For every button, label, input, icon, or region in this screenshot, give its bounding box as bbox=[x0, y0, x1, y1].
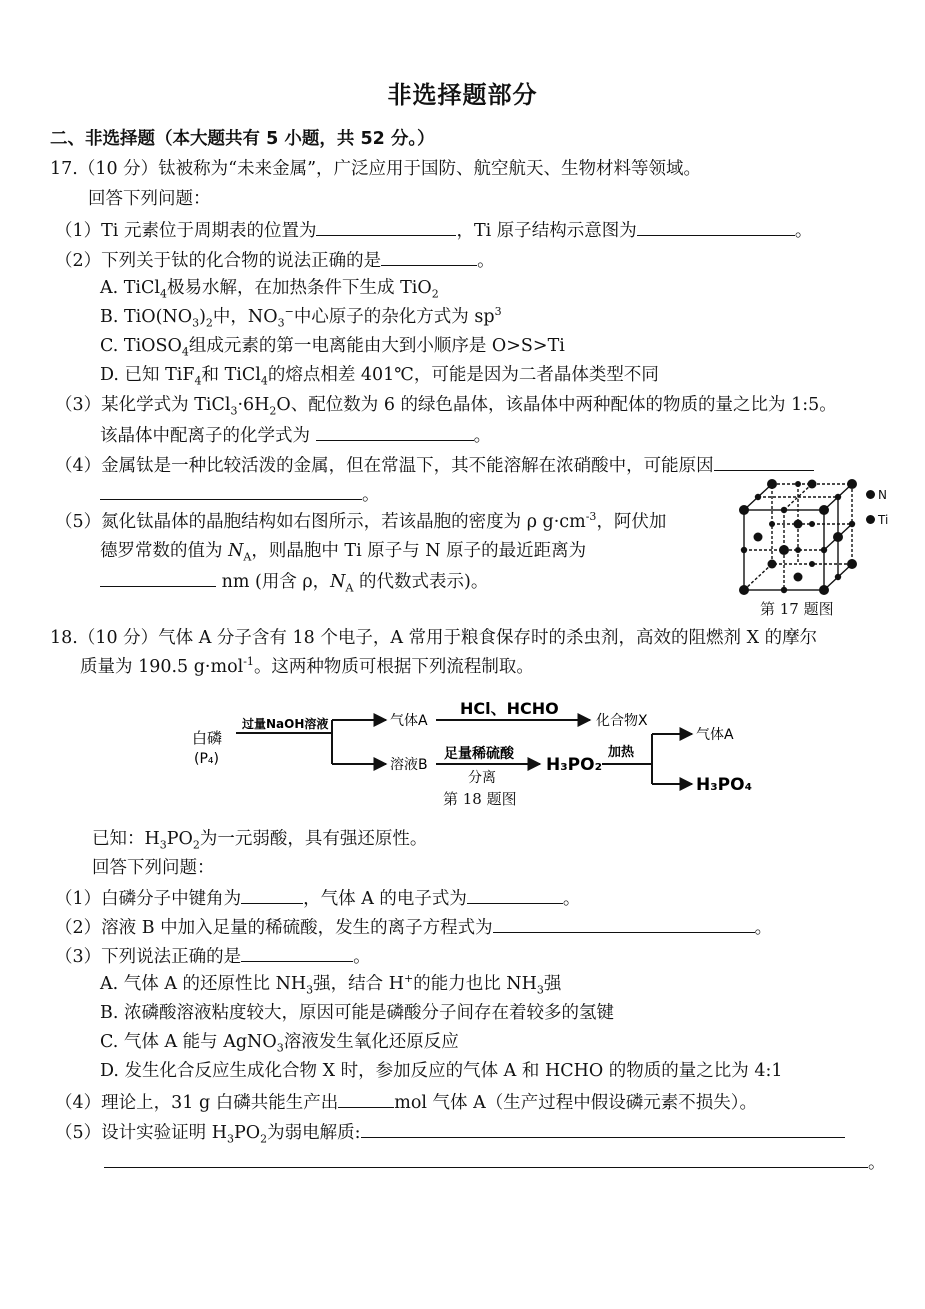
q17-part5-line3-text-a: nm (用含 ρ， bbox=[216, 572, 331, 592]
q17-option-b: B. $TiO(NO_3)_2$中，$NO_3^-$中心原子的杂化方式为 $sp^3$ bbox=[100, 305, 502, 330]
flow-gas-a: 气体A bbox=[390, 713, 428, 729]
q18-known: 已知：$H_3PO_2$为一元弱酸，具有强还原性。 bbox=[92, 829, 428, 852]
q17-option-b-text-2: 中，NO bbox=[212, 307, 278, 327]
q18-part5-line2 bbox=[104, 1150, 886, 1174]
q18-answer-blank-5a[interactable] bbox=[361, 1120, 845, 1138]
q18-known-text-3: 为一元弱酸，具有强还原性。 bbox=[199, 829, 428, 849]
q18-intro-2-text-b: 。这两种物质可根据下列流程制取。 bbox=[253, 657, 534, 677]
page-title: 非选择题部分 bbox=[387, 81, 538, 109]
q18-answer-blank-1a[interactable] bbox=[241, 886, 303, 904]
q18-option-a: A. 气体 A 的还原性比 $NH_3$强，结合 H+的能力也比 $NH_3$强 bbox=[100, 972, 562, 997]
q18-part3-text: （3）下列说法正确的是 bbox=[55, 947, 242, 967]
q17-answer-blank-2[interactable] bbox=[381, 248, 477, 266]
q18-part3 bbox=[55, 944, 371, 968]
q17-option-d: D. 已知 TiF$_4$和 TiCl$_4$的熔点相差 401℃，可能是因为二者晶体类型不同 bbox=[100, 365, 659, 388]
q17-figure-caption: 第 17 题图 bbox=[760, 600, 834, 618]
q17-option-d-text-3: 的熔点相差 401℃，可能是因为二者晶体类型不同 bbox=[267, 365, 659, 385]
q17-option-a: A. TiCl$_4$极易水解，在加热条件下生成 TiO$_2$ bbox=[100, 278, 439, 301]
q18-part1-text-a: （1）白磷分子中键角为 bbox=[55, 889, 242, 909]
flow-separate-label: 分离 bbox=[468, 770, 496, 786]
q17-part3-text-2: ·6H bbox=[237, 395, 270, 415]
q18-option-a-text-4: 强 bbox=[543, 974, 562, 994]
q17-part4-text: （4）金属钛是一种比较活泼的金属，但在常温下，其不能溶解在浓硝酸中，可能原因 bbox=[55, 456, 714, 476]
legend-ti bbox=[866, 510, 888, 528]
q17-part1-text-b: ，Ti 原子结构示意图为 bbox=[456, 221, 637, 241]
avogadro-symbol: N bbox=[228, 541, 244, 561]
avogadro-subscript: A bbox=[243, 550, 252, 564]
q17-option-d-text-1: D. 已知 TiF bbox=[100, 365, 195, 385]
q18-part2-end: 。 bbox=[754, 918, 773, 938]
q17-part4-end: 。 bbox=[362, 485, 380, 505]
q17-part2 bbox=[55, 248, 495, 272]
q18-option-b: B. 浓磷酸溶液粘度较大，原因可能是磷酸分子间存在着较多的氢键 bbox=[100, 1003, 614, 1023]
q17-part5-line2 bbox=[100, 540, 586, 562]
flow-solution-b: 溶液B bbox=[390, 757, 428, 773]
q17-part3-line2 bbox=[100, 423, 491, 447]
q17-part4-line2 bbox=[100, 482, 380, 506]
q17-part2-end: 。 bbox=[477, 251, 495, 271]
section-header: 二、非选择题（本大题共有 5 小题，共 52 分。） bbox=[50, 129, 435, 149]
q18-answer-blank-5b[interactable] bbox=[104, 1150, 868, 1168]
q17-option-b-text-3: 中心原子的杂化方式为 sp bbox=[293, 307, 495, 327]
q18-part5-text-1: （5）设计实验证明 H bbox=[55, 1123, 227, 1143]
q18-part4-text-b: mol 气体 A（生产过程中假设磷元素不损失）。 bbox=[394, 1093, 757, 1113]
q18-part5: （5）设计实验证明 $H_3PO_2$为弱电解质: bbox=[55, 1120, 845, 1144]
q18-part1-text-b: ，气体 A 的电子式为 bbox=[303, 889, 467, 909]
q17-option-c-text-1: C. TiOSO bbox=[100, 336, 182, 356]
legend-ti-label: Ti bbox=[878, 513, 889, 527]
q17-part5-line2-text-a: 德罗常数的值为 bbox=[100, 541, 229, 561]
q17-part3: （3）某化学式为 $TiCl_3\cdot 6H_2O$、配位数为 6 的绿色晶体，该晶体中两种配体的物质的量之比为 1:5。 bbox=[55, 395, 837, 418]
q17-answer-blank-5[interactable] bbox=[100, 569, 216, 587]
q17-intro: 17.（10 分）钛被称为“未来金属”，广泛应用于国防、航空航天、生物材料等领域。 bbox=[50, 159, 702, 179]
q18-option-c-text-1: C. 气体 A 能与 AgNO bbox=[100, 1032, 277, 1052]
q17-option-a-text-1: A. TiCl bbox=[100, 278, 161, 298]
q17-option-d-text-2: 和 TiCl bbox=[201, 365, 261, 385]
q18-option-d: D. 发生化合反应生成化合物 X 时，参加反应的气体 A 和 HCHO 的物质的量之比为 4:1 bbox=[100, 1061, 783, 1081]
q18-option-a-text-3: 的能力也比 NH bbox=[413, 974, 537, 994]
q17-option-a-text-2: 极易水解，在加热条件下生成 TiO bbox=[167, 278, 432, 298]
flow-compound-x: 化合物X bbox=[596, 713, 648, 729]
q17-part5: （5）氮化钛晶体的晶胞结构如右图所示，若该晶胞的密度为 ρ $g\cdot cm^{-3}$，阿伏加 bbox=[55, 510, 667, 532]
flow-start-label: 白磷 bbox=[192, 729, 223, 747]
q17-option-b-text-1: B. TiO(NO bbox=[100, 307, 193, 327]
q18-part5-text-2: PO bbox=[233, 1123, 261, 1143]
q17-answer-blank-4b[interactable] bbox=[100, 482, 362, 500]
legend-n-label: N bbox=[878, 488, 887, 502]
q18-figure-caption: 第 18 题图 bbox=[443, 790, 517, 808]
flow-h3po4: H₃PO₄ bbox=[696, 775, 753, 795]
q18-part5-text-3: 为弱电解质: bbox=[267, 1123, 361, 1143]
q17-part3-end: 。 bbox=[473, 426, 492, 446]
q18-answer-blank-2[interactable] bbox=[493, 915, 755, 933]
avogadro-subscript-2: A bbox=[345, 581, 354, 595]
flow-reagent-h2so4: 足量稀硫酸 bbox=[444, 746, 514, 762]
q17-part3-text-3: O、配位数为 6 的绿色晶体，该晶体中两种配体的物质的量之比为 1:5。 bbox=[276, 395, 837, 415]
q18-part5-end: 。 bbox=[868, 1153, 886, 1173]
q17-answer-blank-1a[interactable] bbox=[316, 218, 456, 236]
q18-known-text-1: 已知：H bbox=[92, 829, 160, 849]
flow-reagent-hcl-hcho: HCl、HCHO bbox=[460, 699, 559, 718]
q18-option-c-text-2: 溶液发生氧化还原反应 bbox=[283, 1032, 459, 1052]
q18-answer-blank-3[interactable] bbox=[241, 944, 353, 962]
q17-part5-line2-text-b: ，则晶胞中 Ti 原子与 N 原子的最近距离为 bbox=[251, 541, 587, 561]
flow-gas-a-2: 气体A bbox=[696, 727, 734, 743]
legend-n bbox=[866, 485, 887, 503]
q18-known-text-2: PO bbox=[166, 829, 193, 849]
q18-option-c: C. 气体 A 能与 AgNO$_3$溶液发生氧化还原反应 bbox=[100, 1032, 459, 1055]
q18-intro-1: 18.（10 分）气体 A 分子含有 18 个电子，A 常用于粮食保存时的杀虫剂，高效的阻燃剂 X 的摩尔 bbox=[50, 628, 818, 648]
q18-part3-end: 。 bbox=[353, 947, 371, 967]
q18-part4 bbox=[55, 1090, 757, 1114]
q17-part5-text-1: （5）氮化钛晶体的晶胞结构如右图所示，若该晶胞的密度为 ρ g·cm bbox=[55, 512, 586, 532]
q17-part3-line2-text: 该晶体中配离子的化学式为 bbox=[100, 426, 310, 446]
flow-start-formula: (P₄) bbox=[194, 751, 219, 767]
q18-part1-end: 。 bbox=[562, 889, 581, 909]
q17-answer-blank-1b[interactable] bbox=[637, 218, 795, 236]
flow-step1-reagent: 过量NaOH溶液 bbox=[242, 717, 329, 731]
q17-prompt: 回答下列问题： bbox=[88, 189, 211, 209]
q18-prompt: 回答下列问题： bbox=[92, 858, 215, 878]
q18-part2 bbox=[55, 915, 772, 939]
q17-part1-end: 。 bbox=[794, 221, 813, 241]
q18-intro-2: 质量为 190.5 g·mol$^{-1}$。这两种物质可根据下列流程制取。 bbox=[80, 655, 534, 677]
q17-part2-text: （2）下列关于钛的化合物的说法正确的是 bbox=[55, 251, 382, 271]
q17-part5-line3 bbox=[100, 569, 488, 593]
avogadro-symbol-2: N bbox=[330, 572, 346, 592]
q18-option-a-text-2: 强，结合 H bbox=[313, 974, 404, 994]
q17-option-c-text-2: 组成元素的第一电离能由大到小顺序是 O>S>Ti bbox=[188, 336, 565, 356]
q17-part1 bbox=[55, 218, 812, 242]
q17-part3-text-1: （3）某化学式为 TiCl bbox=[55, 395, 231, 415]
q18-intro-2-text-a: 质量为 190.5 g·mol bbox=[80, 657, 244, 677]
flow-h3po2: H₃PO₂ bbox=[546, 755, 603, 775]
q18-part2-text: （2）溶液 B 中加入足量的稀硫酸，发生的离子方程式为 bbox=[55, 918, 493, 938]
q17-part4 bbox=[55, 453, 814, 477]
q17-option-c: C. TiOSO$_4$组成元素的第一电离能由大到小顺序是 O>S>Ti bbox=[100, 336, 565, 359]
q17-part5-text-2: ，阿伏加 bbox=[596, 512, 667, 532]
q17-answer-blank-3[interactable] bbox=[316, 423, 474, 441]
q18-option-a-text-1: A. 气体 A 的还原性比 NH bbox=[100, 974, 307, 994]
q18-part4-text-a: （4）理论上，31 g 白磷共能生产出 bbox=[55, 1093, 339, 1113]
q18-part1 bbox=[55, 886, 580, 910]
q17-answer-blank-4a[interactable] bbox=[714, 453, 814, 471]
q17-part1-text-a: （1）Ti 元素位于周期表的位置为 bbox=[55, 221, 317, 241]
q17-part5-line3-text-b: 的代数式表示)。 bbox=[353, 572, 489, 592]
q18-answer-blank-4[interactable] bbox=[338, 1090, 394, 1108]
q18-answer-blank-1b[interactable] bbox=[467, 886, 563, 904]
flow-heat-label: 加热 bbox=[608, 745, 635, 760]
